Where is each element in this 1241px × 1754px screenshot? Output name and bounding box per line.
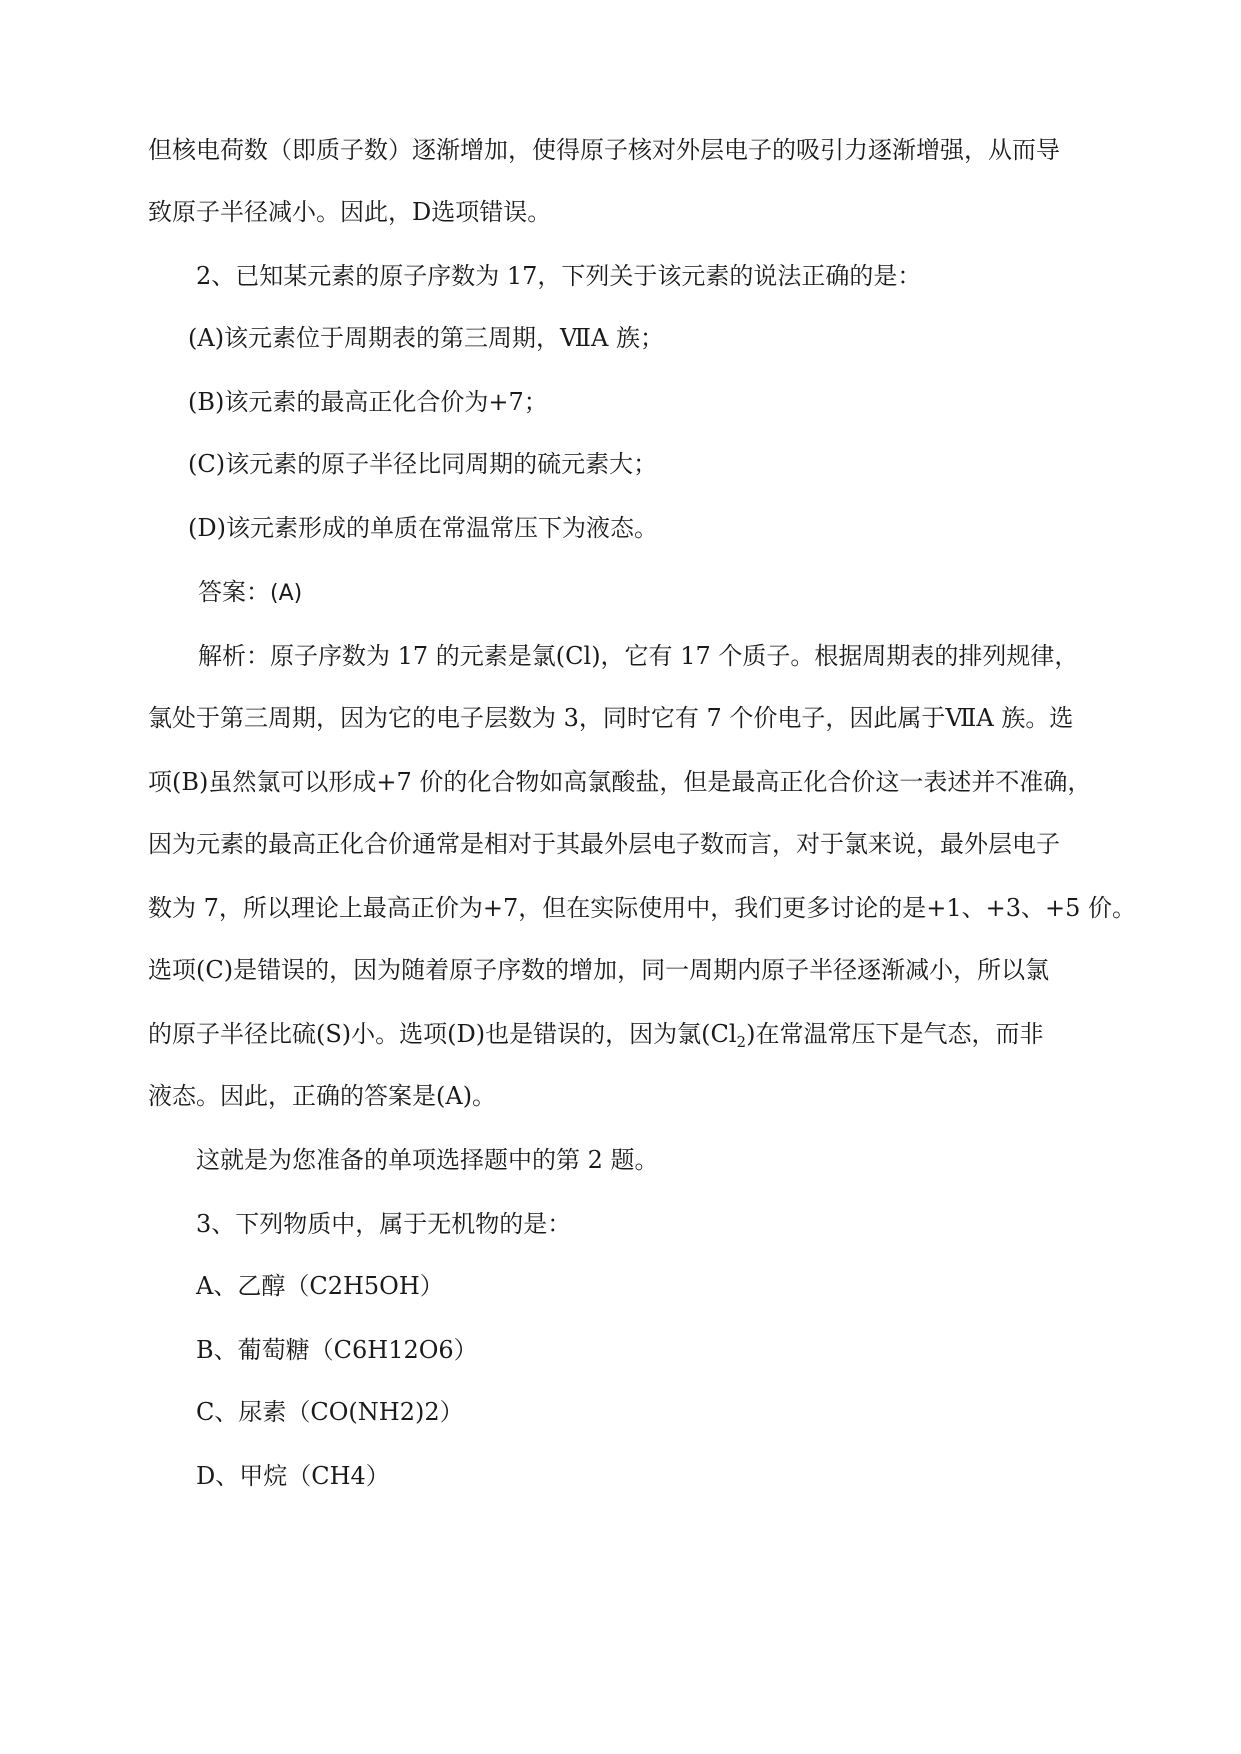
explanation-line: 选项(C)是错误的，因为随着原子序数的增加，同一周期内原子半径逐渐减小，所以氯: [148, 956, 1050, 984]
question-3-option-a: A、乙醇（C2H5OH）: [196, 1272, 444, 1300]
explanation-line: [148, 1018, 1043, 1050]
explanation-line: 液态。因此，正确的答案是(A)。: [148, 1082, 497, 1110]
note-line: 这就是为您准备的单项选择题中的第 2 题。: [196, 1146, 659, 1174]
explanation-line: 氯处于第三周期，因为它的电子层数为 3，同时它有 7 个价电子，因此属于ⅦA 族。选: [148, 704, 1074, 732]
question-2-option-a: (A)该元素位于周期表的第三周期，ⅦA 族；: [188, 324, 664, 352]
subscript: 2: [736, 1033, 747, 1051]
explanation-text: )在常温常压下是气态，而非: [746, 1020, 1044, 1048]
answer-label: 答案：: [198, 578, 270, 606]
explanation-line: 解析：原子序数为 17 的元素是氯(Cl)，它有 17 个质子。根据周期表的排列规律，: [198, 642, 1079, 670]
question-3-option-b: B、葡萄糖（C6H12O6）: [196, 1336, 478, 1364]
question-3-option-d: D、甲烷（CH4）: [196, 1462, 390, 1490]
answer-value: (A): [270, 581, 303, 606]
explanation-line: 因为元素的最高正化合价通常是相对于其最外层电子数而言，对于氯来说，最外层电子: [148, 830, 1060, 858]
question-3-stem: 3、下列物质中，属于无机物的是：: [196, 1210, 572, 1238]
text-line: 但核电荷数（即质子数）逐渐增加，使得原子核对外层电子的吸引力逐渐增强，从而导: [148, 136, 1060, 164]
question-2-stem: 2、已知某元素的原子序数为 17，下列关于该元素的说法正确的是：: [196, 262, 922, 290]
question-2-option-d: (D)该元素形成的单质在常温常压下为液态。: [188, 514, 658, 542]
question-2-option-b: (B)该元素的最高正化合价为+7；: [188, 388, 548, 416]
answer-line: [198, 576, 302, 610]
explanation-text: 的原子半径比硫(S)小。选项(D)也是错误的，因为氯(Cl: [148, 1020, 737, 1048]
explanation-line: 项(B)虽然氯可以形成+7 价的化合物如高氯酸盐，但是最高正化合价这一表述并不准确，: [148, 768, 1092, 796]
explanation-line: 数为 7，所以理论上最高正价为+7，但在实际使用中，我们更多讨论的是+1、+3、+5 价。: [148, 894, 1137, 922]
text-line: 致原子半径减小。因此，D选项错误。: [148, 198, 552, 226]
question-3-option-c: C、尿素（CO(NH2)2）: [196, 1398, 464, 1426]
question-2-option-c: (C)该元素的原子半径比同周期的硫元素大；: [188, 450, 658, 478]
